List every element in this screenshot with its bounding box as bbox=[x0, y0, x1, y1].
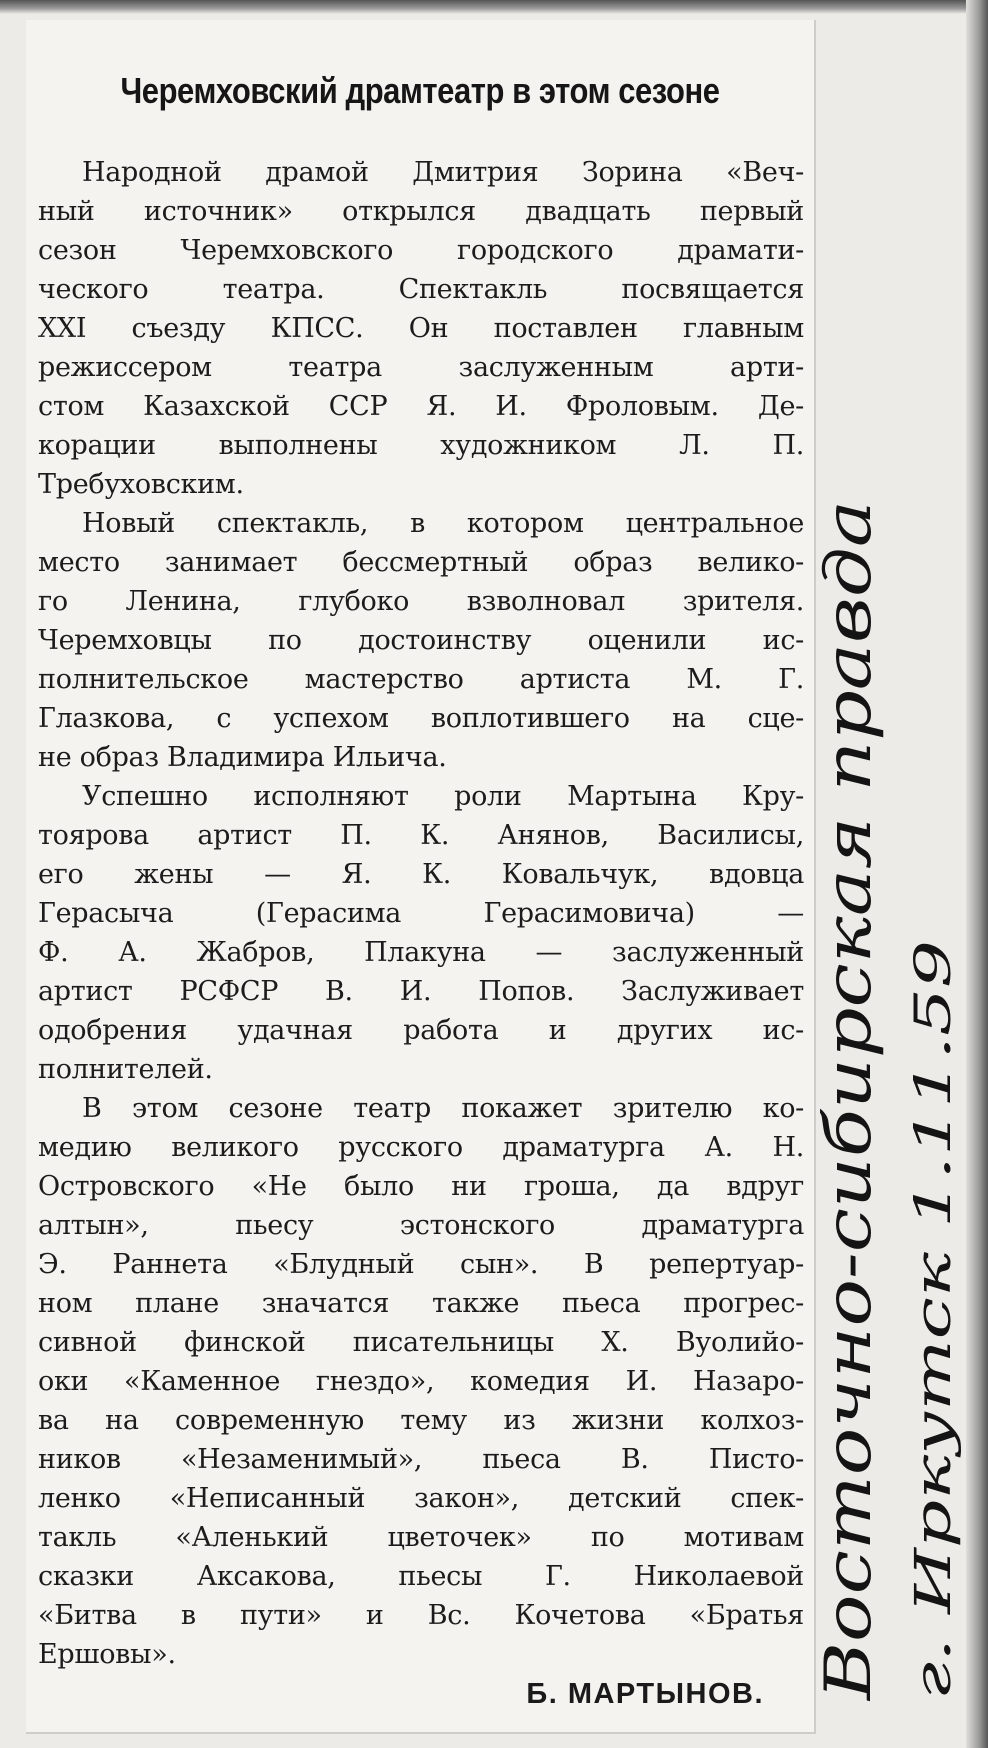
paragraph-2 bbox=[38, 504, 804, 777]
text-line: Новый спектакль, в котором центральное bbox=[82, 508, 804, 539]
text-line: Глазкова, с успехом воплотившего на сце- bbox=[38, 703, 804, 734]
newspaper-clipping bbox=[26, 20, 816, 1734]
text-line: Островского «Не было ни гроша, да вдруг bbox=[38, 1171, 804, 1202]
text-line: корации выполнены художником Л. П. bbox=[38, 430, 804, 461]
text-line: Ершовы». bbox=[38, 1639, 176, 1670]
text-line: ленко «Неписанный закон», детский спек- bbox=[38, 1483, 804, 1514]
text-line: ников «Незаменимый», пьеса В. Писто- bbox=[38, 1444, 804, 1475]
text-line: не образ Владимира Ильича. bbox=[38, 742, 447, 773]
article-body bbox=[38, 153, 804, 1674]
paragraph-4 bbox=[38, 1089, 804, 1674]
text-line: место занимает бессмертный образ велико- bbox=[38, 547, 804, 578]
text-line: В этом сезоне театр покажет зрителю ко- bbox=[82, 1093, 804, 1124]
text-line: режиссером театра заслуженным арти- bbox=[38, 352, 804, 383]
text-line: тоярова артист П. К. Анянов, Василисы, bbox=[38, 820, 804, 851]
text-line: полнительское мастерство артиста М. Г. bbox=[38, 664, 804, 695]
text-line: медию великого русского драматурга А. Н. bbox=[38, 1132, 804, 1163]
text-line: XXI съезду КПСС. Он поставлен главным bbox=[38, 313, 804, 344]
text-line: сивной финской писательницы Х. Вуолийо- bbox=[38, 1327, 804, 1358]
text-line: одобрения удачная работа и других ис- bbox=[38, 1015, 804, 1046]
text-line: «Битва в пути» и Вс. Кочетова «Братья bbox=[38, 1600, 804, 1631]
text-line: сезон Черемховского городского драмати- bbox=[38, 235, 804, 266]
text-line: Ф. А. Жабров, Плакуна — заслуженный bbox=[38, 937, 804, 968]
text-line: сказки Аксакова, пьесы Г. Николаевой bbox=[38, 1561, 804, 1592]
text-line: такль «Аленький цветочек» по мотивам bbox=[38, 1522, 804, 1553]
text-line: стом Казахской ССР Я. И. Фроловым. Де- bbox=[38, 391, 804, 422]
page-right-shadow bbox=[966, 0, 988, 1748]
text-line: полнителей. bbox=[38, 1054, 213, 1085]
handwritten-place-date-line: г. Иркутск 1.11.59 bbox=[904, 1196, 962, 1700]
paragraph-1 bbox=[38, 153, 804, 504]
text-line: Требуховским. bbox=[38, 469, 244, 500]
text-line: Народной драмой Дмитрия Зорина «Веч- bbox=[82, 157, 804, 188]
text-line: ный источник» открылся двадцать первый bbox=[38, 196, 804, 227]
text-line: артист РСФСР В. И. Попов. Заслуживает bbox=[38, 976, 804, 1007]
text-line: ческого театра. Спектакль посвящается bbox=[38, 274, 804, 305]
text-line: Э. Раннета «Блудный сын». В репертуар- bbox=[38, 1249, 804, 1280]
text-line: алтын», пьесу эстонского драматурга bbox=[38, 1210, 804, 1241]
text-line: Черемховцы по достоинству оценили ис- bbox=[38, 625, 804, 656]
article-author: Б. МАРТЫНОВ. bbox=[526, 1678, 764, 1710]
text-line: Успешно исполняют роли Мартына Кру- bbox=[82, 781, 804, 812]
text-line: его жены — Я. К. Ковальчук, вдовца bbox=[38, 859, 804, 890]
text-line: ва на современную тему из жизни колхоз- bbox=[38, 1405, 804, 1436]
page-top-shadow bbox=[0, 0, 988, 14]
text-line: го Ленина, глубоко взволновал зрителя. bbox=[38, 586, 804, 617]
text-line: Герасыча (Герасима Герасимовича) — bbox=[38, 898, 804, 929]
handwritten-source-line: Восточно-сибирская правда bbox=[812, 727, 886, 1700]
text-line: ном плане значатся также пьеса прогрес- bbox=[38, 1288, 804, 1319]
text-line: оки «Каменное гнездо», комедия И. Назаро- bbox=[38, 1366, 804, 1397]
paragraph-3 bbox=[38, 777, 804, 1089]
article-headline: Черемховский драмтеатр в этом сезоне bbox=[120, 70, 720, 111]
